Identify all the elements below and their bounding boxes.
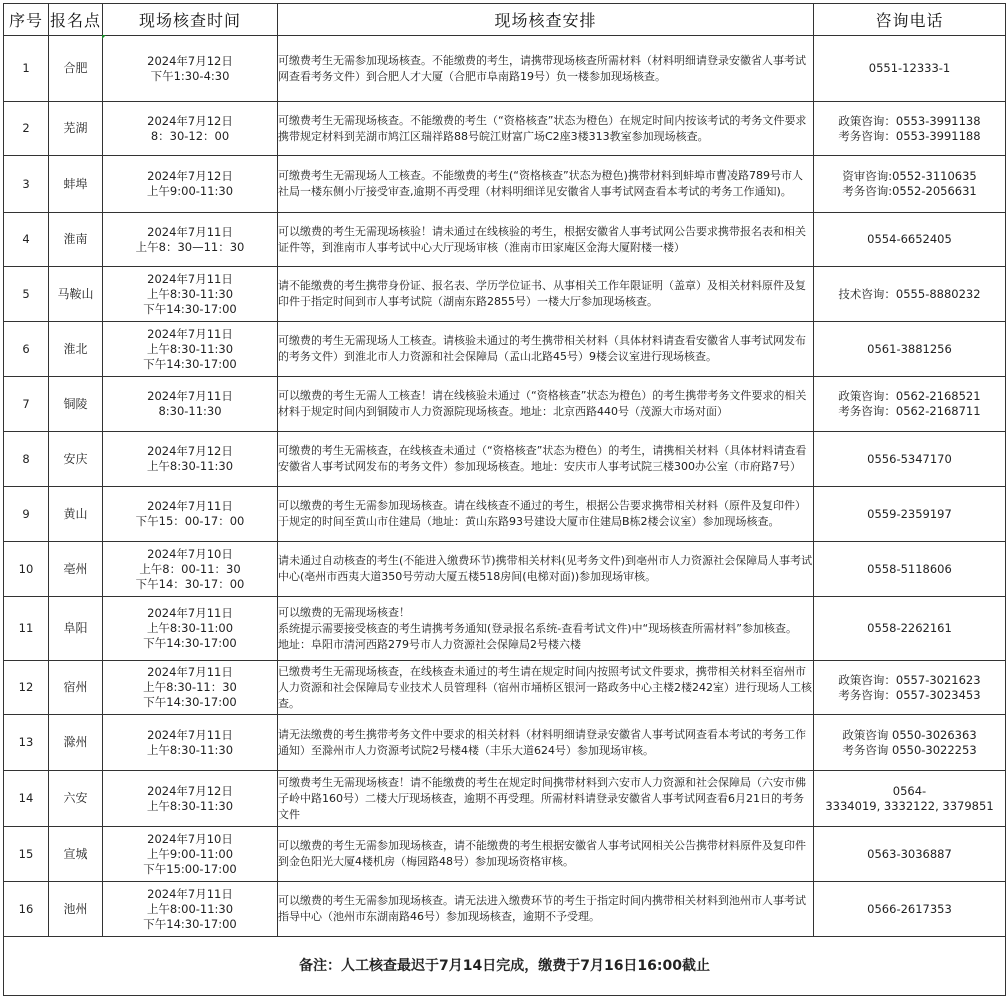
row-arrangement: 可以缴费的考生无需人工核查！请在线核验未通过（“资格核查”状态为橙色）的考生携带考务文件要求的相关材料于规定时间内到铜陵市人力资源院现场核查。地址：北京西路440号（茂源大市场对面）	[278, 377, 814, 432]
table-row	[4, 377, 1006, 432]
row-index: 15	[4, 827, 49, 882]
row-time-slot: 上午8:30-11:30	[146, 341, 234, 356]
row-site: 芜湖	[49, 102, 103, 156]
table-row	[4, 267, 1006, 322]
row-time-slot: 上午8:30-11:30	[146, 798, 234, 813]
phone-number: 政策咨询：0557-3021623	[838, 672, 981, 687]
row-time-slot: 下午14:30-17:00	[143, 916, 237, 931]
row-time	[103, 213, 278, 267]
row-time	[103, 322, 278, 377]
row-time	[103, 597, 278, 661]
row-date: 2024年7月11日	[147, 224, 233, 239]
row-time	[103, 542, 278, 597]
table-row	[4, 156, 1006, 213]
row-index: 14	[4, 771, 49, 827]
row-index: 8	[4, 432, 49, 487]
row-time-slot: 上午9:00-11:30	[146, 184, 234, 198]
header-phone: 咨询电话	[814, 4, 1006, 36]
row-index: 3	[4, 156, 49, 213]
row-time-slot: 下午14:30-17:00	[143, 695, 237, 709]
table-row	[4, 597, 1006, 661]
row-arrangement: 可缴费考生无需现场核查！请不能缴费的考生在规定时间携带材料到六安市人力资源和社会保障局（六安市佛子岭中路160号）二楼大厅现场核查，逾期不再受理。所需材料请登录安徽省人事考试网查看6月21日的考务文件	[278, 771, 814, 827]
row-index: 6	[4, 322, 49, 377]
table-row	[4, 36, 1006, 102]
row-time-slot: 上午8:30-11:30	[146, 286, 234, 301]
phone-number: 考务咨询：0553-3991188	[838, 128, 981, 143]
row-time-slot: 上午8:30-11:00	[146, 621, 234, 635]
row-site: 安庆	[49, 432, 103, 487]
row-time	[103, 487, 278, 542]
row-time	[103, 432, 278, 487]
row-time	[103, 715, 278, 771]
row-date: 2024年7月12日	[147, 783, 233, 798]
row-time	[103, 882, 278, 937]
phone-number: 0563-3036887	[867, 846, 952, 861]
phone-number: 0564-	[892, 783, 927, 798]
phone-number: 政策咨询 0550-3026363	[842, 727, 977, 742]
footer-row	[4, 937, 1006, 996]
table-row	[4, 542, 1006, 597]
table-row	[4, 102, 1006, 156]
row-site: 淮北	[49, 322, 103, 377]
phone-number: 0556-5347170	[867, 451, 952, 466]
row-time-slot: 上午8:30-11:30	[146, 459, 234, 473]
phone-number: 3334019, 3332122, 3379851	[825, 798, 994, 813]
table-row	[4, 322, 1006, 377]
row-site: 黄山	[49, 487, 103, 542]
table-row	[4, 771, 1006, 827]
row-site: 铜陵	[49, 377, 103, 432]
row-date: 2024年7月12日	[147, 53, 233, 68]
row-arrangement: 请无法缴费的考生携带考务文件中要求的相关材料（材料明细请登录安徽省人事考试网查看本考试的考务工作通知）至滁州市人力资源考试院2号楼4楼（丰乐大道624号）参加现场审核。	[278, 715, 814, 771]
row-phone	[814, 377, 1006, 432]
row-phone	[814, 432, 1006, 487]
row-time-slot: 上午8：00-11：30	[139, 561, 241, 576]
row-time	[103, 771, 278, 827]
row-time-slot: 下午15：00-17：00	[135, 514, 245, 528]
row-arrangement: 请不能缴费的考生携带身份证、报名表、学历学位证书、从事相关工作年限证明（盖章）及相关材料原件及复印件于指定时间到市人事考试院（湖南东路2855号）一楼大厅参加现场核查。	[278, 267, 814, 322]
row-site: 滁州	[49, 715, 103, 771]
row-phone	[814, 827, 1006, 882]
row-date: 2024年7月12日	[147, 444, 233, 458]
row-time-slot: 下午1:30-4:30	[150, 68, 230, 83]
row-time-slot: 下午14:30-17:00	[143, 301, 237, 316]
table-row	[4, 882, 1006, 937]
row-site: 合肥	[49, 36, 103, 102]
row-index: 7	[4, 377, 49, 432]
row-site: 亳州	[49, 542, 103, 597]
row-time-slot: 下午14：30-17：00	[135, 576, 245, 591]
row-time	[103, 156, 278, 213]
table-row	[4, 715, 1006, 771]
row-index: 12	[4, 661, 49, 715]
row-date: 2024年7月11日	[147, 606, 233, 620]
row-arrangement: 可以缴费的考生无需参加现场核查。请无法进入缴费环节的考生于指定时间内携带相关材料到池州市人事考试指导中心（池州市东湖南路46号）参加现场核查，逾期不予受理。	[278, 882, 814, 937]
row-index: 13	[4, 715, 49, 771]
row-phone	[814, 156, 1006, 213]
row-date: 2024年7月12日	[147, 113, 233, 128]
phone-number: 技术咨询：0555-8880232	[838, 286, 981, 301]
table-row	[4, 213, 1006, 267]
row-time	[103, 102, 278, 156]
row-index: 1	[4, 36, 49, 102]
row-phone	[814, 882, 1006, 937]
row-date: 2024年7月11日	[147, 499, 233, 513]
row-time-slot: 上午9:00-11:00	[146, 846, 234, 861]
row-time-slot: 上午8：30—11：30	[135, 239, 245, 254]
row-arrangement: 已缴费考生无需现场核查，在线核查未通过的考生请在规定时间内按照考试文件要求，携带相关材料至宿州市人力资源和社会保障局专业技术人员管理科（宿州市埇桥区银河一路政务中心主楼2楼242室）进行现场人工核查。	[278, 661, 814, 715]
row-site: 池州	[49, 882, 103, 937]
row-phone	[814, 102, 1006, 156]
table-row	[4, 487, 1006, 542]
onsite-verification-schedule-table	[3, 3, 1006, 996]
row-arrangement	[278, 597, 814, 661]
phone-number: 资审咨询:0552-3110635	[842, 169, 977, 183]
row-index: 9	[4, 487, 49, 542]
table-header-row	[4, 4, 1006, 36]
row-index: 4	[4, 213, 49, 267]
row-time-slot: 下午14:30-17:00	[143, 356, 237, 371]
row-time	[103, 267, 278, 322]
phone-number: 0551-12333-1	[868, 61, 951, 75]
row-time-slot: 上午8:30-11:30	[146, 742, 234, 757]
header-arrangement: 现场核查安排	[278, 4, 814, 36]
row-arrangement: 可缴费考生无需现场人工核查。不能缴费的考生(“资格核查”状态为橙色)携带材料到蚌埠市曹凌路789号市人社局一楼东侧小厅接受审查,逾期不再受理（材料明细详见安徽省人事考试网查看本考试的考务工作通知)。	[278, 156, 814, 213]
row-index: 2	[4, 102, 49, 156]
row-date: 2024年7月10日	[147, 546, 233, 561]
phone-number: 考务咨询：0557-3023453	[838, 687, 981, 702]
row-site: 蚌埠	[49, 156, 103, 213]
row-arrangement: 请未通过自动核查的考生(不能进入缴费环节)携带相关材料(见考务文件)到亳州市人力资源社会保障局人事考试中心(亳州市西夷大道350号劳动大厦五楼518房间(电梯对面))参加现场审核。	[278, 542, 814, 597]
row-site: 阜阳	[49, 597, 103, 661]
row-phone	[814, 661, 1006, 715]
row-date: 2024年7月11日	[147, 665, 233, 679]
cell-comment-marker	[102, 35, 106, 39]
row-date: 2024年7月11日	[147, 271, 233, 286]
phone-number: 政策咨询：0553-3991138	[838, 113, 981, 128]
row-date: 2024年7月11日	[147, 326, 233, 341]
row-phone	[814, 322, 1006, 377]
row-phone	[814, 213, 1006, 267]
row-arrangement: 可以缴费的考生无需参加现场核查，请不能缴费的考生根据安徽省人事考试网相关公告携带材料原件及复印件到金色阳光大厦4楼机房（梅园路48号）参加现场资格审核。	[278, 827, 814, 882]
row-index: 10	[4, 542, 49, 597]
row-site: 六安	[49, 771, 103, 827]
row-time-slot: 上午8:30-11：30	[143, 680, 237, 694]
row-time-slot: 下午14:30-17:00	[143, 636, 237, 650]
footer-note: 备注：人工核查最迟于7月14日完成，缴费于7月16日16:00截止	[4, 937, 1006, 996]
row-index: 16	[4, 882, 49, 937]
header-time: 现场核查时间	[103, 4, 278, 36]
phone-number: 0558-5118606	[867, 561, 952, 576]
row-index: 5	[4, 267, 49, 322]
phone-number: 政策咨询：0562-2168521	[838, 389, 981, 403]
row-site: 马鞍山	[49, 267, 103, 322]
row-time-slot: 8：30-12：00	[150, 128, 230, 143]
row-phone	[814, 597, 1006, 661]
table-row	[4, 661, 1006, 715]
row-arrangement: 可缴费的考生无需核查，在线核查未通过（“资格核查”状态为橙色）的考生，请携相关材料（具体材料请查看安徽省人事考试网发布的考务文件）参加现场核查。地址：安庆市人事考试院三楼300办公室（市府路7号）	[278, 432, 814, 487]
row-arrangement: 可缴费的考生无需现场人工核查。请核验未通过的考生携带相关材料（具体材料请查看安徽省人事考试网发布的考务文件）到淮北市人力资源和社会保障局（孟山北路45号）9楼会议室进行现场核查。	[278, 322, 814, 377]
row-time	[103, 827, 278, 882]
row-site: 淮南	[49, 213, 103, 267]
phone-number: 考务咨询:0552-2056631	[842, 184, 977, 198]
row-phone	[814, 267, 1006, 322]
row-arrangement: 可缴费考生无需现场核查。不能缴费的考生（“资格核查”状态为橙色）在规定时间内按该考试的考务文件要求携带规定材料到芜湖市鸠江区瑞祥路88号皖江财富广场C2座3楼313教室参加现场核查。	[278, 102, 814, 156]
header-site: 报名点	[49, 4, 103, 36]
row-phone	[814, 487, 1006, 542]
row-time	[103, 661, 278, 715]
table-row	[4, 827, 1006, 882]
phone-number: 考务咨询：0562-2168711	[838, 404, 981, 418]
row-date: 2024年7月10日	[147, 831, 233, 846]
row-time	[103, 36, 278, 102]
row-date: 2024年7月11日	[147, 389, 233, 403]
row-site: 宣城	[49, 827, 103, 882]
phone-number: 考务咨询 0550-3022253	[842, 742, 977, 757]
row-phone	[814, 542, 1006, 597]
row-index: 11	[4, 597, 49, 661]
row-date: 2024年7月12日	[147, 169, 233, 183]
arrangement-line: 地址：阜阳市清河西路279号市人力资源社会保障局2号楼六楼	[278, 637, 581, 651]
row-phone	[814, 715, 1006, 771]
row-date: 2024年7月11日	[147, 727, 233, 742]
phone-number: 0561-3881256	[867, 341, 952, 356]
arrangement-line: 系统提示需要接受核查的考生请携考务通知(登录报名系统-查看考试文件)中“现场核查所需材料”参加核查。	[278, 621, 797, 635]
row-phone	[814, 36, 1006, 102]
phone-number: 0566-2617353	[867, 901, 952, 916]
phone-number: 0558-2262161	[867, 621, 952, 635]
row-time	[103, 377, 278, 432]
row-site: 宿州	[49, 661, 103, 715]
header-index: 序号	[4, 4, 49, 36]
arrangement-line: 可以缴费的无需现场核查！	[278, 605, 410, 619]
row-time-slot: 下午15:00-17:00	[143, 861, 237, 876]
phone-number: 0559-2359197	[867, 506, 952, 521]
row-time-slot: 上午8:00-11:30	[146, 901, 234, 916]
row-phone	[814, 771, 1006, 827]
row-arrangement: 可缴费考生无需参加现场核查。不能缴费的考生，请携带现场核查所需材料（材料明细请登录安徽省人事考试网查看考务文件）到合肥人才大厦（合肥市阜南路19号）负一楼参加现场核查。	[278, 36, 814, 102]
table-row	[4, 432, 1006, 487]
phone-number: 0554-6652405	[867, 232, 952, 246]
row-time-slot: 8:30-11:30	[158, 404, 222, 418]
row-arrangement: 可以缴费的考生无需现场核验！请未通过在线核验的考生，根据安徽省人事考试网公告要求携带报名表和相关证件等，到淮南市人事考试中心大厅现场审核（淮南市田家庵区金海大厦附楼一楼）	[278, 213, 814, 267]
row-arrangement: 可以缴费的考生无需参加现场核查。请在线核查不通过的考生，根据公告要求携带相关材料（原件及复印件）于规定的时间至黄山市住建局（地址：黄山东路93号建设大厦市住建局B栋2楼会议室）参加现场核查。	[278, 487, 814, 542]
row-date: 2024年7月11日	[147, 886, 233, 901]
